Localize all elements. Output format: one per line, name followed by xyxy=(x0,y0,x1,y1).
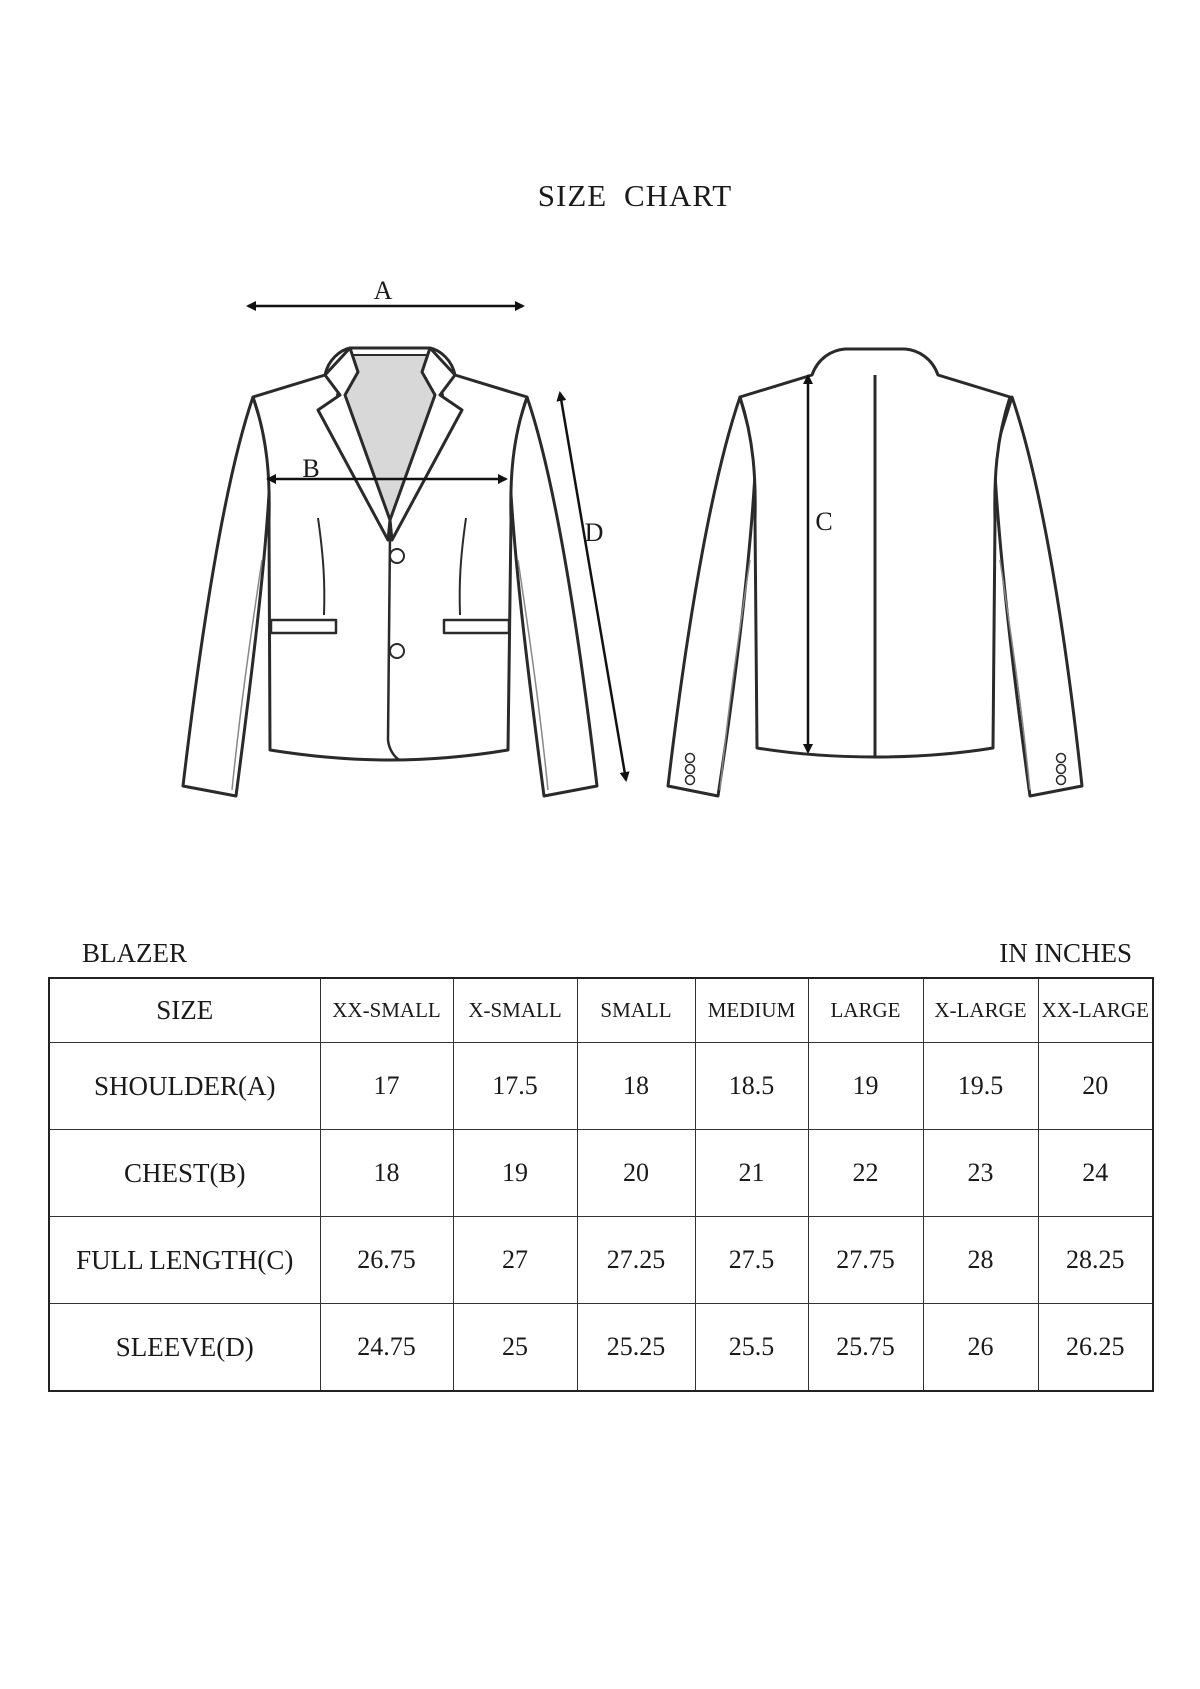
front-button-bottom xyxy=(390,644,404,658)
table-cell: 18 xyxy=(577,1043,695,1130)
size-header: XX-LARGE xyxy=(1038,978,1153,1043)
table-header-row xyxy=(49,978,1153,1043)
row-label: FULL LENGTH(C) xyxy=(49,1217,320,1304)
table-row xyxy=(49,1130,1153,1217)
row-label: CHEST(B) xyxy=(49,1130,320,1217)
label-d: D xyxy=(584,518,604,547)
table-cell: 20 xyxy=(1038,1043,1153,1130)
table-row xyxy=(49,1217,1153,1304)
front-button-top xyxy=(390,549,404,563)
blazer-back-view xyxy=(668,349,1082,796)
label-c: C xyxy=(815,507,833,536)
table-cell: 20 xyxy=(577,1130,695,1217)
table-cell: 24.75 xyxy=(320,1304,453,1391)
table-cell: 28.25 xyxy=(1038,1217,1153,1304)
table-cell: 19 xyxy=(808,1043,923,1130)
corner-header: SIZE xyxy=(49,978,320,1043)
front-right-pocket xyxy=(444,620,509,633)
size-header: MEDIUM xyxy=(695,978,808,1043)
table-cell: 27 xyxy=(453,1217,577,1304)
size-header: X-SMALL xyxy=(453,978,577,1043)
table-cell: 18 xyxy=(320,1130,453,1217)
table-cell: 25.75 xyxy=(808,1304,923,1391)
table-cell: 25.25 xyxy=(577,1304,695,1391)
label-a: A xyxy=(373,276,393,305)
front-right-sleeve xyxy=(509,397,597,796)
table-cell: 24 xyxy=(1038,1130,1153,1217)
row-label: SLEEVE(D) xyxy=(49,1304,320,1391)
size-header: SMALL xyxy=(577,978,695,1043)
table-row xyxy=(49,1304,1153,1391)
label-b: B xyxy=(302,454,320,483)
blazer-front-view xyxy=(183,348,597,796)
back-right-cuff-buttons xyxy=(1057,754,1066,785)
page-title: SIZE CHART xyxy=(537,178,733,213)
unit-label: IN INCHES xyxy=(999,938,1132,968)
size-header: XX-SMALL xyxy=(320,978,453,1043)
size-header: LARGE xyxy=(808,978,923,1043)
table-cell: 25.5 xyxy=(695,1304,808,1391)
size-table xyxy=(48,977,1154,1392)
size-header: X-LARGE xyxy=(923,978,1038,1043)
table-cell: 19.5 xyxy=(923,1043,1038,1130)
table-row xyxy=(49,1043,1153,1130)
table-cell: 18.5 xyxy=(695,1043,808,1130)
back-right-sleeve xyxy=(994,397,1082,796)
front-left-sleeve xyxy=(183,397,271,796)
table-cell: 28 xyxy=(923,1217,1038,1304)
table-cell: 21 xyxy=(695,1130,808,1217)
table-cell: 27.75 xyxy=(808,1217,923,1304)
table-cell: 25 xyxy=(453,1304,577,1391)
back-left-cuff-buttons xyxy=(686,754,695,785)
back-left-sleeve xyxy=(668,397,756,796)
table-cell: 26.25 xyxy=(1038,1304,1153,1391)
table-cell: 17 xyxy=(320,1043,453,1130)
table-cell: 22 xyxy=(808,1130,923,1217)
row-label: SHOULDER(A) xyxy=(49,1043,320,1130)
table-cell: 26.75 xyxy=(320,1217,453,1304)
table-cell: 26 xyxy=(923,1304,1038,1391)
product-label: BLAZER xyxy=(82,938,187,968)
table-cell: 27.25 xyxy=(577,1217,695,1304)
table-cell: 23 xyxy=(923,1130,1038,1217)
table-cell: 17.5 xyxy=(453,1043,577,1130)
table-cell: 19 xyxy=(453,1130,577,1217)
table-cell: 27.5 xyxy=(695,1217,808,1304)
front-left-pocket xyxy=(271,620,336,633)
